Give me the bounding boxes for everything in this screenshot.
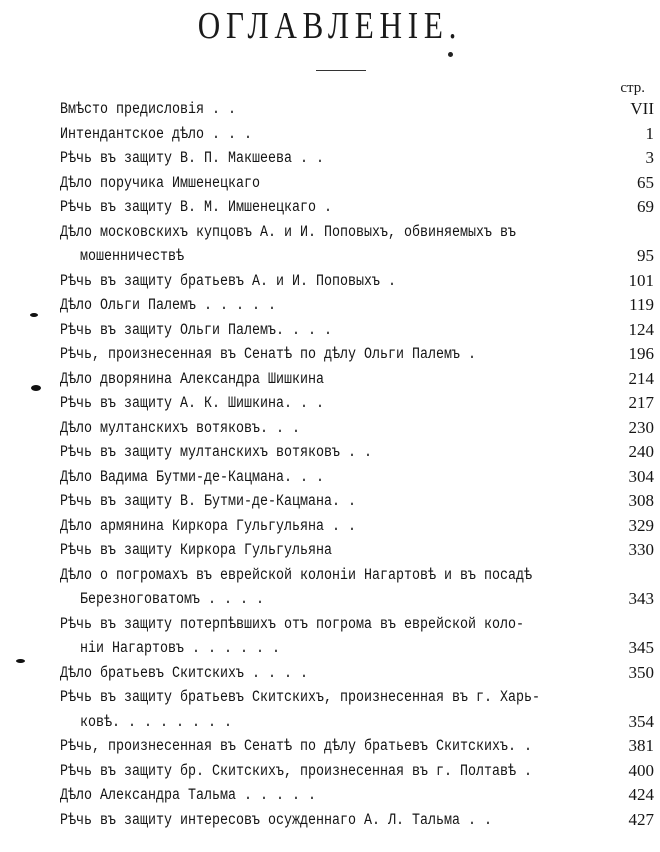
toc-entry-title: Рѣчь въ защиту Ольги Палемъ. . . . bbox=[60, 320, 332, 339]
toc-page-number: 400 bbox=[628, 760, 654, 780]
toc-entry bbox=[60, 146, 654, 171]
margin-mark bbox=[16, 659, 25, 663]
toc-page-number: 214 bbox=[628, 368, 654, 388]
toc-entry bbox=[60, 514, 654, 539]
toc-entry-continuation bbox=[60, 244, 654, 269]
toc-page-number: 381 bbox=[628, 736, 654, 755]
toc-entry bbox=[60, 195, 654, 220]
toc-entry-line bbox=[60, 342, 654, 367]
toc-entry bbox=[60, 318, 654, 343]
toc-page-number: 69 bbox=[637, 197, 654, 216]
toc-entry-continuation bbox=[60, 710, 654, 735]
toc-entry bbox=[60, 808, 654, 833]
toc-entry-continuation bbox=[60, 587, 654, 612]
toc-entry-title: Дѣло о погромахъ въ еврейской колоніи Нагартовѣ и въ посадѣ bbox=[60, 565, 532, 584]
toc-entry-title: Рѣчь, произнесенная въ Сенатѣ по дѣлу братьевъ Скитскихъ. . bbox=[60, 737, 532, 755]
toc-entry-line bbox=[60, 391, 654, 416]
toc-entry bbox=[60, 342, 654, 367]
toc-entry bbox=[60, 220, 654, 269]
toc-entry-title: Рѣчь въ защиту А. К. Шишкина. . . bbox=[60, 394, 324, 412]
toc-entry-line bbox=[60, 416, 654, 441]
toc-entry bbox=[60, 391, 654, 416]
toc-entry-title: Дѣло армянина Киркора Гульгульяна . . bbox=[60, 516, 356, 535]
toc-page-number: 230 bbox=[628, 417, 654, 437]
toc-page-number: 240 bbox=[628, 442, 654, 461]
toc-entry-line bbox=[60, 661, 654, 686]
toc-page-number: 308 bbox=[628, 491, 654, 510]
toc-entry-title: Дѣло Вадима Бутми-де-Кацмана. . . bbox=[60, 467, 324, 486]
title-rule bbox=[316, 70, 366, 71]
toc-entry-title: ковѣ. . . . . . . . bbox=[80, 712, 232, 731]
toc-entry-line bbox=[60, 759, 654, 784]
toc-entry-line bbox=[60, 465, 654, 490]
toc-entry bbox=[60, 489, 654, 514]
toc-entry-line bbox=[60, 538, 654, 563]
toc-entry bbox=[60, 563, 654, 612]
toc-entry bbox=[60, 440, 654, 465]
toc-page-number: 427 bbox=[628, 809, 654, 829]
toc-entry bbox=[60, 269, 654, 294]
toc-entry bbox=[60, 416, 654, 441]
toc-entry-line bbox=[60, 195, 654, 220]
toc-entry-title: Дѣло мултанскихъ вотяковъ. . . bbox=[60, 418, 300, 437]
toc-entry-title: Рѣчь въ защиту В. П. Макшеева . . bbox=[60, 149, 324, 167]
toc-page-number: 124 bbox=[628, 319, 654, 339]
toc-page-number: 304 bbox=[628, 466, 654, 486]
page-title: ОГЛАВЛЕНIЕ. bbox=[197, 5, 463, 47]
toc-entry-line bbox=[60, 220, 654, 245]
toc-entry-title: Рѣчь въ защиту мултанскихъ вотяковъ . . bbox=[60, 443, 372, 461]
toc-entry-line bbox=[60, 318, 654, 343]
toc-entry-line bbox=[60, 97, 654, 122]
margin-mark bbox=[30, 313, 38, 317]
toc-entry bbox=[60, 685, 654, 734]
page-column-label: стр. bbox=[620, 80, 645, 96]
toc-entry-title: Рѣчь въ защиту потерпѣвшихъ отъ погрома въ еврейской коло- bbox=[60, 614, 524, 633]
toc-entry-line bbox=[60, 808, 654, 833]
toc-entry bbox=[60, 122, 654, 147]
toc-page-number: VII bbox=[630, 99, 654, 118]
toc-entry-title: Вмѣсто предисловія . . bbox=[60, 100, 236, 118]
toc-entry bbox=[60, 734, 654, 759]
toc-entry bbox=[60, 538, 654, 563]
toc-entry-title: Дѣло московскихъ купцовъ А. и И. Поповыхъ, обвиняемыхъ въ bbox=[60, 222, 516, 241]
toc-page-number: 95 bbox=[637, 246, 654, 265]
toc-page-number: 119 bbox=[629, 295, 654, 314]
toc-page-number: 65 bbox=[637, 172, 654, 192]
toc-entry-line bbox=[60, 269, 654, 294]
toc-entry bbox=[60, 367, 654, 392]
toc-entry-line bbox=[60, 734, 654, 759]
toc-entry-line bbox=[60, 367, 654, 392]
toc-entry-line bbox=[60, 783, 654, 808]
toc-entry bbox=[60, 661, 654, 686]
toc-page-number: 343 bbox=[628, 589, 654, 608]
toc-entry-title: Интендантское дѣло . . . bbox=[60, 124, 252, 143]
toc-entry bbox=[60, 465, 654, 490]
toc-page-number: 345 bbox=[628, 638, 654, 657]
toc-entry-line bbox=[60, 563, 654, 588]
toc-entry bbox=[60, 97, 654, 122]
toc-entry-title: Рѣчь въ защиту В. Бутми-де-Кацмана. . bbox=[60, 492, 356, 510]
toc-entry-line bbox=[60, 685, 654, 710]
toc-entry-title: Рѣчь въ защиту В. М. Имшенецкаго . bbox=[60, 198, 332, 216]
toc-entry bbox=[60, 759, 654, 784]
toc-entry-title: Дѣло Ольги Палемъ . . . . . bbox=[60, 296, 276, 314]
toc-entry-title: Рѣчь въ защиту интересовъ осужденнаго А. Л. Тальма . . bbox=[60, 810, 492, 829]
toc-entry-title: мошенничествѣ bbox=[80, 247, 184, 265]
toc-entry bbox=[60, 783, 654, 808]
toc-page-number: 329 bbox=[628, 515, 654, 535]
toc-page-number: 350 bbox=[628, 662, 654, 682]
toc-entry bbox=[60, 171, 654, 196]
toc-entry-title: Дѣло поручика Имшенецкаго bbox=[60, 173, 260, 192]
toc-entry-title: ніи Нагартовъ . . . . . . bbox=[80, 639, 280, 657]
toc-page-number: 1 bbox=[645, 123, 654, 143]
toc-entry bbox=[60, 293, 654, 318]
toc-entry-title: Рѣчь въ защиту бр. Скитскихъ, произнесенная въ г. Полтавѣ . bbox=[60, 761, 532, 780]
toc-entry-continuation bbox=[60, 636, 654, 661]
toc-entry-title: Рѣчь, произнесенная въ Сенатѣ по дѣлу Ольги Палемъ . bbox=[60, 345, 476, 363]
toc-entry-line bbox=[60, 171, 654, 196]
toc-page-number: 354 bbox=[628, 711, 654, 731]
toc-page-number: 101 bbox=[628, 270, 654, 290]
toc-entry-line bbox=[60, 293, 654, 318]
print-speck bbox=[448, 52, 453, 57]
toc-entry-line bbox=[60, 122, 654, 147]
toc-entry-title: Дѣло Александра Тальма . . . . . bbox=[60, 786, 316, 804]
margin-mark bbox=[31, 385, 41, 391]
toc-entry-title: Рѣчь въ защиту Киркора Гульгульяна bbox=[60, 541, 332, 559]
toc-page-number: 196 bbox=[628, 344, 654, 363]
toc-page-number: 330 bbox=[628, 540, 654, 559]
toc-entry-title: Рѣчь въ защиту братьевъ А. и И. Поповыхъ . bbox=[60, 271, 396, 290]
toc-entry bbox=[60, 612, 654, 661]
toc-entry-line bbox=[60, 146, 654, 171]
toc-entry-title: Рѣчь въ защиту братьевъ Скитскихъ, произнесенная въ г. Харь- bbox=[60, 688, 540, 706]
toc-page-number: 424 bbox=[628, 785, 654, 804]
toc-entry-title: Дѣло братьевъ Скитскихъ . . . . bbox=[60, 663, 308, 682]
toc-entry-title: Березноговатомъ . . . . bbox=[80, 590, 264, 608]
table-of-contents bbox=[60, 97, 654, 832]
toc-entry-line bbox=[60, 489, 654, 514]
toc-entry-title: Дѣло дворянина Александра Шишкина bbox=[60, 369, 324, 388]
toc-entry-line bbox=[60, 514, 654, 539]
toc-page-number: 217 bbox=[628, 393, 654, 412]
toc-page-number: 3 bbox=[645, 148, 654, 167]
toc-entry-line bbox=[60, 612, 654, 637]
toc-entry-line bbox=[60, 440, 654, 465]
